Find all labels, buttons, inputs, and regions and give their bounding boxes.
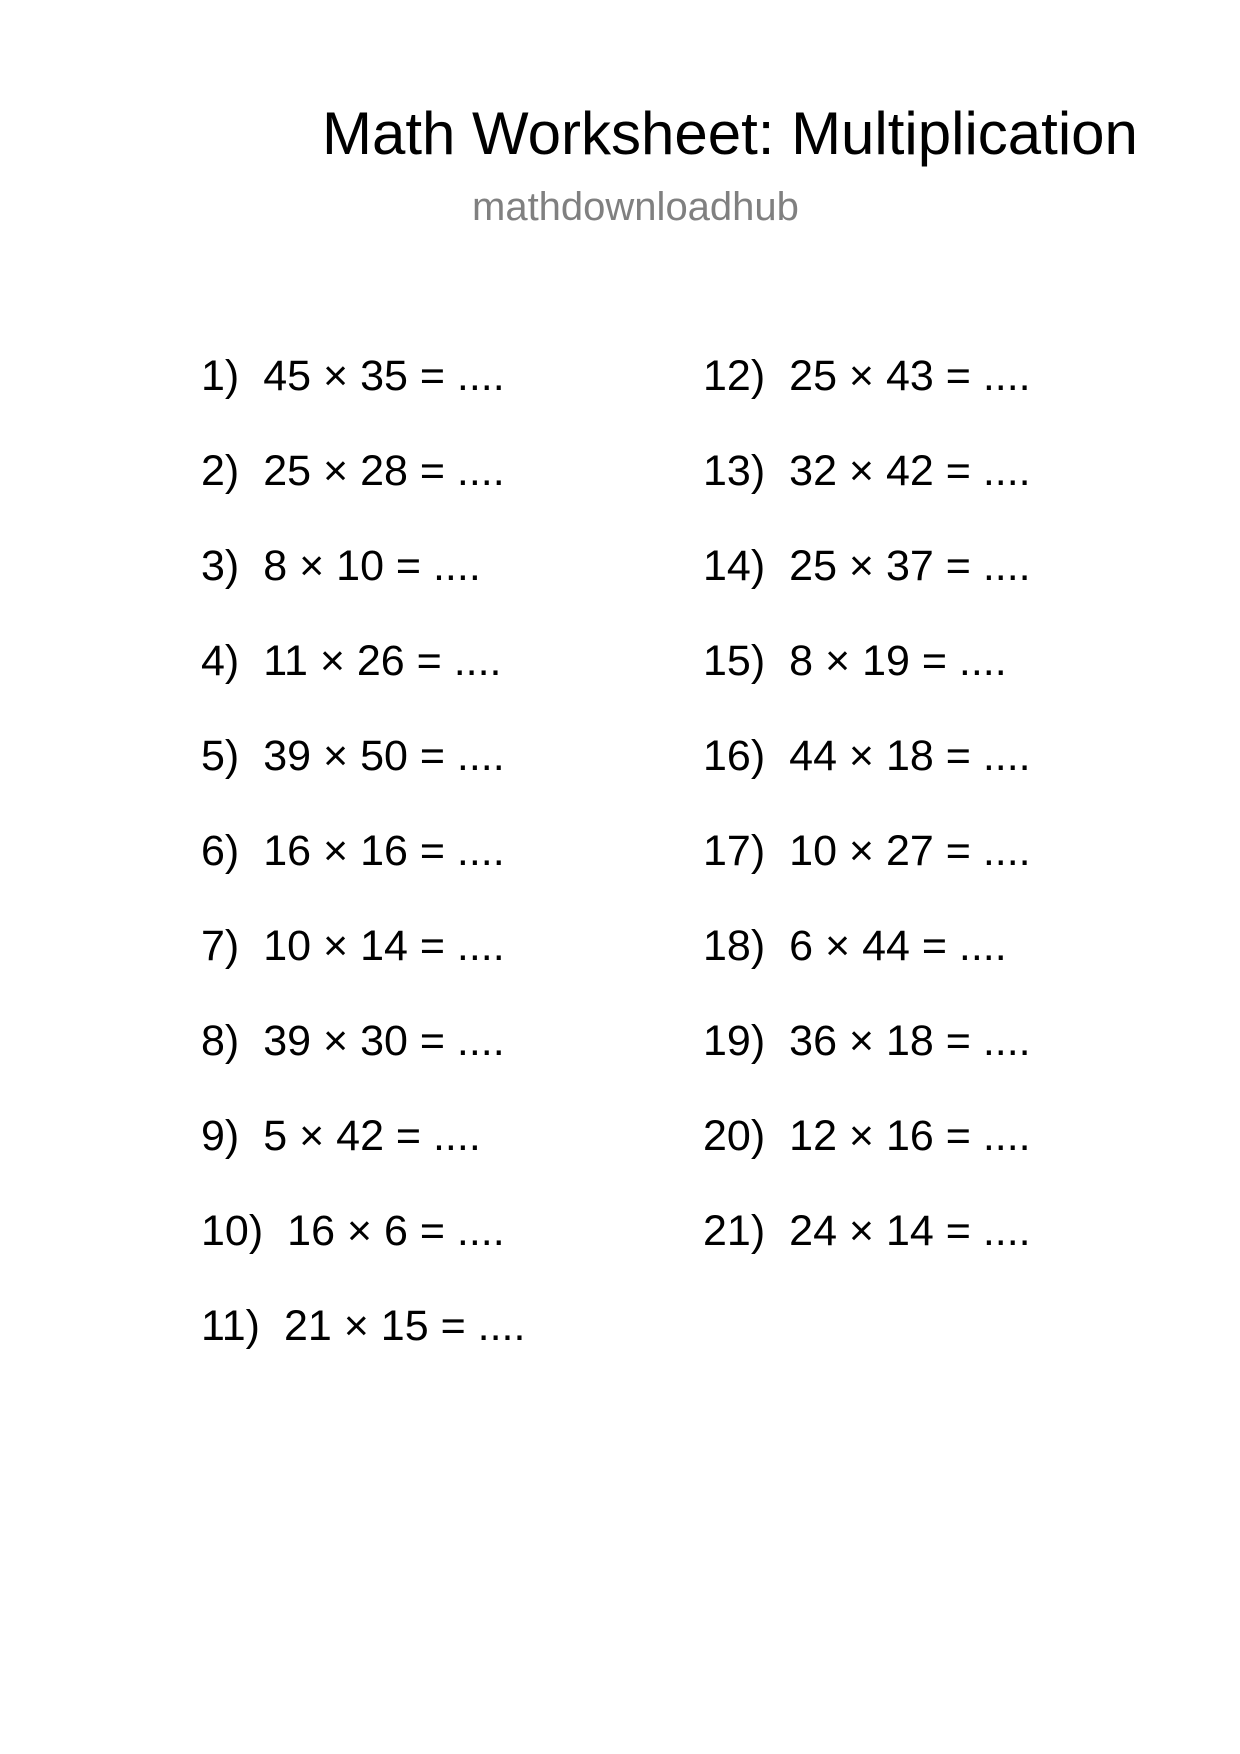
problem-item: [201, 445, 505, 497]
problem-expression: 25 × 28 = ....: [263, 447, 505, 495]
problem-number: 15): [703, 637, 766, 685]
problem-expression: 10 × 14 = ....: [263, 922, 505, 970]
problem-expression: 21 × 15 = ....: [283, 1302, 526, 1350]
problem-expression: 8 × 19 = ....: [789, 637, 1007, 685]
problem-number: 20): [703, 1112, 766, 1160]
problem-number: 8): [201, 1017, 240, 1065]
worksheet-source: mathdownloadhub: [472, 185, 799, 229]
problem-expression: 44 × 18 = ....: [789, 732, 1031, 780]
problem-expression: 5 × 42 = ....: [263, 1112, 481, 1160]
problem-item: [703, 635, 1007, 687]
problem-item: [201, 635, 502, 687]
problem-expression: 32 × 42 = ....: [789, 447, 1031, 495]
problem-expression: 10 × 27 = ....: [789, 827, 1031, 875]
problem-expression: 45 × 35 = ....: [263, 352, 505, 400]
problem-item: [201, 350, 505, 402]
problem-item: [703, 445, 1031, 497]
problem-item: [703, 350, 1031, 402]
problem-expression: 39 × 30 = ....: [263, 1017, 505, 1065]
problem-item: [703, 825, 1031, 877]
problem-expression: 8 × 10 = ....: [263, 542, 481, 590]
problem-number: 1): [201, 352, 240, 400]
problem-expression: 6 × 44 = ....: [789, 922, 1007, 970]
problem-number: 17): [703, 827, 766, 875]
problem-number: 19): [703, 1017, 766, 1065]
worksheet-title: Math Worksheet: Multiplication: [322, 100, 1138, 167]
problem-item: [201, 1110, 481, 1162]
problem-number: 18): [703, 922, 766, 970]
problem-number: 13): [703, 447, 766, 495]
problem-item: [703, 920, 1007, 972]
problem-number: 4): [201, 637, 240, 685]
problem-item: [201, 920, 505, 972]
problem-expression: 25 × 37 = ....: [789, 542, 1031, 590]
problem-number: 6): [201, 827, 240, 875]
problem-item: [201, 1300, 525, 1352]
problem-item: [703, 1015, 1031, 1067]
problem-item: [703, 540, 1031, 592]
problem-item: [201, 540, 481, 592]
problem-expression: 25 × 43 = ....: [789, 352, 1031, 400]
problem-item: [703, 1205, 1031, 1257]
problem-number: 2): [201, 447, 240, 495]
problem-number: 11): [201, 1302, 260, 1350]
problem-expression: 39 × 50 = ....: [263, 732, 505, 780]
problem-expression: 12 × 16 = ....: [789, 1112, 1031, 1160]
problem-expression: 36 × 18 = ....: [789, 1017, 1031, 1065]
problem-item: [201, 825, 505, 877]
problem-number: 5): [201, 732, 240, 780]
problem-number: 9): [201, 1112, 240, 1160]
problem-number: 14): [703, 542, 766, 590]
problem-item: [201, 1015, 505, 1067]
problem-number: 21): [703, 1207, 766, 1255]
problem-item: [703, 1110, 1031, 1162]
problem-item: [201, 1205, 505, 1257]
problem-number: 10): [201, 1207, 264, 1255]
problem-expression: 11 × 26 = ....: [263, 637, 502, 685]
problem-number: 7): [201, 922, 240, 970]
problem-item: [703, 730, 1031, 782]
problem-expression: 16 × 16 = ....: [263, 827, 505, 875]
problem-number: 16): [703, 732, 766, 780]
problem-expression: 16 × 6 = ....: [287, 1207, 505, 1255]
problem-expression: 24 × 14 = ....: [789, 1207, 1031, 1255]
problem-item: [201, 730, 505, 782]
problem-number: 3): [201, 542, 240, 590]
problem-number: 12): [703, 352, 766, 400]
